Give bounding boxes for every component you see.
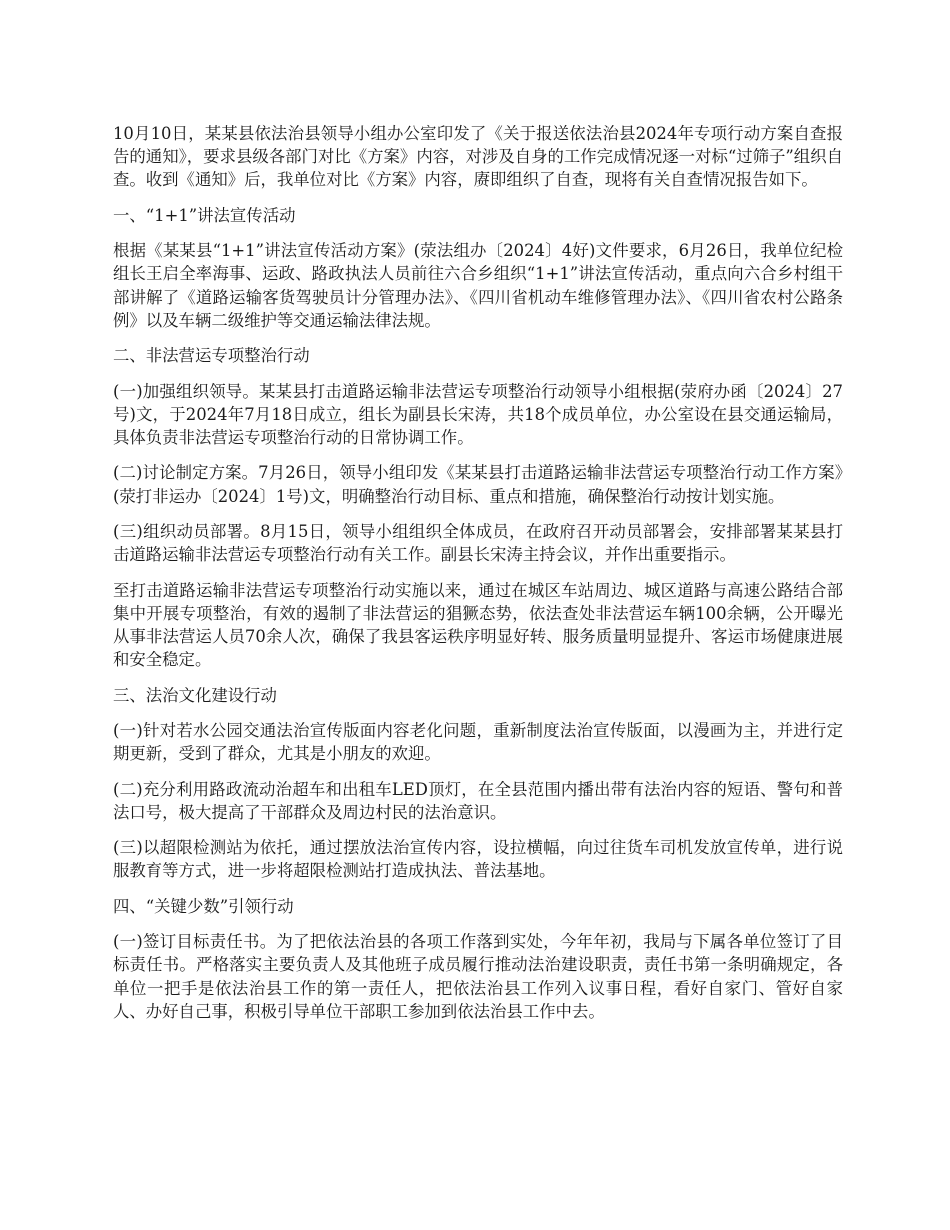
section-3-item-3: (三)以超限检测站为依托，通过摆放法治宣传内容，设拉横幅，向过往货车司机发放宣传单，进行说服教育等方式，进一步将超限检测站打造成执法、普法基地。 [113, 838, 843, 881]
section-3-item-1: (一)针对若水公园交通法治宣传版面内容老化问题，重新制度法治宣传版面，以漫画为主，并进行定期更新，受到了群众，尤其是小朋友的欢迎。 [113, 720, 843, 764]
section-2-item-2: (二)讨论制定方案。7月26日，领导小组印发《某某县打击道路运输非法营运专项整治行动工作方案》(荥打非运办〔2024〕1号)文，明确整治行动目标、重点和措施，确保整治行动按计划实施。 [113, 463, 843, 506]
section-2-item-3: (三)组织动员部署。8月15日，领导小组组织全体成员，在政府召开动员部署会，安排部署某某县打击道路运输非法营运专项整治行动有关工作。副县长宋涛主持会议，并作出重要指示。 [113, 521, 843, 565]
section-2-item-1: (一)加强组织领导。某某县打击道路运输非法营运专项整治行动领导小组根据(荥府办函〔2024〕27号)文，于2024年7月18日成立，组长为副县长宋涛，共18个成员单位，办公室设在县交通运输局，具体负责非法营运专项整治行动的日常协调工作。 [113, 381, 843, 447]
section-3-item-2: (二)充分利用路政流动治超车和出租车LED顶灯，在全县范围内播出带有法治内容的短语、警句和普法口号，极大提高了干部群众及周边村民的法治意识。 [113, 779, 843, 822]
section-4-item-1: (一)签订目标责任书。为了把依法治县的各项工作落到实处，今年年初，我局与下属各单位签订了目标责任书。严格落实主要负责人及其他班子成员履行推动法治建设职责，责任书第一条明确规定，各单位一把手是依法治县工作的第一责任人，把依法治县工作列入议事日程，看好自家门、管好自家人、办好自己事，积极引导单位干部职工参加到依法治县工作中去。 [113, 932, 843, 1021]
section-heading-1: 一、“1+1”讲法宣传活动 [113, 205, 296, 225]
section-1-paragraph: 根据《某某县“1+1”讲法宣传活动方案》(荥法组办〔2024〕4好)文件要求，6月26日，我单位纪检组长王启全率海事、运政、路政执法人员前往六合乡组织“1+1”讲法宣传活动，重点向六合乡村组干部讲解了《道路运输客货驾驶员计分管理办法》、《四川省机动车维修管理办法》、《四川省农村公路条例》以及车辆二级维护等交通运输法律法规。 [113, 241, 843, 330]
intro-paragraph: 10月10日，某某县依法治县领导小组办公室印发了《关于报送依法治县2024年专项行动方案自查报告的通知》，要求县级各部门对比《方案》内容，对涉及自身的工作完成情况逐一对标“过筛子”组织自查。收到《通知》后，我单位对比《方案》内容，赓即组织了自查，现将有关自查情况报告如下。 [113, 124, 843, 190]
section-heading-3: 三、法治文化建设行动 [113, 685, 277, 705]
section-heading-2: 二、非法营运专项整治行动 [113, 346, 310, 366]
section-2-summary: 至打击道路运输非法营运专项整治行动实施以来，通过在城区车站周边、城区道路与高速公路结合部集中开展专项整治，有效的遏制了非法营运的猖獗态势，依法查处非法营运车辆100余辆，公开曝光从事非法营运人员70余人次，确保了我县客运秩序明显好转、服务质量明显提升、客运市场健康进展和安全稳定。 [113, 580, 843, 670]
document-page [113, 122, 843, 1035]
section-heading-4: 四、“关键少数”引领行动 [113, 896, 294, 916]
